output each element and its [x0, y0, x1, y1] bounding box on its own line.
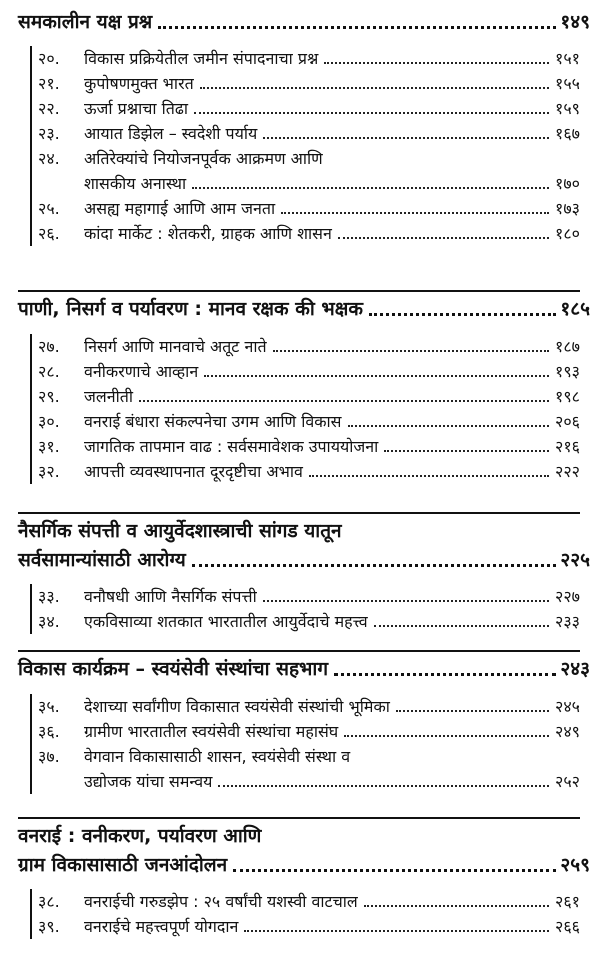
section-page-number: २४३ — [560, 658, 590, 680]
entry-page-number: १५९ — [555, 99, 580, 118]
leader-dots — [218, 785, 549, 787]
entry-title: देशाच्या सर्वांगीण विकासात स्वयंसेवी संस्थांची भूमिका — [84, 697, 390, 716]
entry-title: ग्रामीण भारतातील स्वयंसेवी संस्थांचा महासंघ — [84, 722, 339, 741]
toc-entry — [38, 409, 580, 434]
leader-dots — [334, 673, 556, 676]
entry-title-continued: शासकीय अनास्था — [84, 174, 187, 193]
entry-number: ३५. — [38, 697, 60, 716]
toc-entry — [38, 744, 580, 794]
entry-number: ३७. — [38, 747, 60, 766]
leader-dots — [139, 400, 549, 402]
toc-entry — [38, 71, 580, 96]
toc-section — [18, 822, 590, 939]
entry-page-number: १८० — [555, 224, 580, 243]
leader-dots — [374, 625, 549, 627]
entry-page-number: २२७ — [555, 587, 580, 606]
entry-list — [30, 334, 580, 484]
toc-section — [18, 655, 590, 794]
entry-title: आयात डिझेल – स्वदेशी पर्याय — [84, 124, 258, 143]
toc-section — [18, 295, 590, 484]
toc-entry — [38, 146, 580, 196]
leader-dots — [324, 62, 549, 64]
section-title: समकालीन यक्ष प्रश्न — [18, 11, 153, 33]
toc-entry — [38, 914, 580, 939]
section-page-number: १८५ — [560, 298, 590, 320]
leader-dots — [338, 237, 549, 239]
entry-title: वेगवान विकासासाठी शासन, स्वयंसेवी संस्था व — [84, 747, 351, 766]
leader-dots — [158, 26, 556, 29]
entry-title: वनराई बंधारा संकल्पनेचा उगम आणि विकास — [84, 412, 342, 431]
toc-entry — [38, 121, 580, 146]
entry-page-number: १८७ — [555, 337, 580, 356]
section-heading — [18, 8, 590, 37]
leader-dots — [194, 112, 549, 114]
entry-number: ३८. — [38, 892, 60, 911]
entry-title: आपत्ती व्यवस्थापनात दूरदृष्टीचा अभाव — [84, 462, 303, 481]
entry-number: ३१. — [38, 437, 60, 456]
section-title: वनराई : वनीकरण, पर्यावरण आणि — [18, 825, 262, 847]
entry-page-number: २४९ — [555, 722, 580, 741]
entry-number: ३९. — [38, 917, 60, 936]
entry-page-number: २५२ — [555, 772, 580, 791]
entry-title: कुपोषणमुक्त भारत — [84, 74, 194, 93]
entry-page-number: १७० — [555, 174, 580, 193]
entry-page-number: २१६ — [555, 437, 580, 456]
section-page-number: २२५ — [560, 549, 590, 571]
toc-entry — [38, 221, 580, 246]
toc-entry — [38, 459, 580, 484]
entry-list — [30, 889, 580, 939]
leader-dots — [384, 450, 549, 452]
entry-page-number: १९८ — [555, 387, 580, 406]
leader-dots — [344, 735, 549, 737]
entry-title: निसर्ग आणि मानवाचे अतूट नाते — [84, 337, 267, 356]
entry-title: एकविसाव्या शतकात भारतातील आयुर्वेदाचे महत्त्व — [84, 612, 368, 631]
entry-number: २१. — [38, 74, 60, 93]
leader-dots — [273, 350, 549, 352]
entry-number: २२. — [38, 99, 60, 118]
entry-number: ३४. — [38, 612, 60, 631]
entry-page-number: २४५ — [555, 697, 580, 716]
leader-dots — [364, 905, 549, 907]
entry-title: जागतिक तापमान वाढ : सर्वसमावेशक उपाययोजना — [84, 437, 379, 456]
entry-page-number: २६१ — [555, 892, 580, 911]
toc-entry — [38, 334, 580, 359]
leader-dots — [200, 87, 549, 89]
toc-entry — [38, 384, 580, 409]
leader-dots — [204, 375, 549, 377]
entry-page-number: १७३ — [555, 199, 580, 218]
entry-list — [30, 694, 580, 794]
section-heading — [18, 822, 590, 880]
toc-entry — [38, 96, 580, 121]
entry-page-number: १५१ — [555, 49, 580, 68]
entry-title: वनराईची गरुडझेप : २५ वर्षांची यशस्वी वाटचाल — [84, 892, 358, 911]
entry-number: ३६. — [38, 722, 60, 741]
entry-title: वनीकरणाचे आव्हान — [84, 362, 199, 381]
section-page-number: २५९ — [560, 854, 590, 876]
toc-entry — [38, 889, 580, 914]
toc-entry — [38, 434, 580, 459]
entry-page-number: १९३ — [555, 362, 580, 381]
entry-number: २६. — [38, 224, 60, 243]
leader-dots — [396, 710, 549, 712]
entry-title: जलनीती — [84, 387, 134, 406]
section-divider — [18, 512, 580, 514]
toc-section — [18, 517, 590, 634]
entry-title: वनराईचे महत्त्वपूर्ण योगदान — [84, 917, 239, 936]
entry-title-continued: उद्योजक यांचा समन्वय — [84, 772, 213, 791]
toc-entry — [38, 359, 580, 384]
section-title: नैसर्गिक संपत्ती व आयुर्वेदशास्त्राची सांगड यातून — [18, 520, 342, 542]
entry-title: ऊर्जा प्रश्नाचा तिढा — [84, 99, 189, 118]
entry-page-number: २३३ — [555, 612, 580, 631]
entry-list — [30, 46, 580, 246]
entry-number: २०. — [38, 49, 60, 68]
leader-dots — [348, 425, 550, 427]
entry-title: वनौषधी आणि नैसर्गिक संपत्ती — [84, 587, 257, 606]
entry-number: २४. — [38, 149, 60, 168]
entry-title: कांदा मार्केट : शेतकरी, ग्राहक आणि शासन — [84, 224, 332, 243]
section-page-number: १४९ — [560, 11, 590, 33]
section-heading — [18, 655, 590, 684]
toc-entry — [38, 584, 580, 609]
leader-dots — [244, 930, 549, 932]
toc-entry — [38, 719, 580, 744]
leader-dots — [192, 564, 557, 567]
entry-page-number: २०६ — [555, 412, 580, 431]
leader-dots — [263, 600, 549, 602]
toc-entry — [38, 196, 580, 221]
leader-dots — [233, 869, 556, 872]
entry-list — [30, 584, 580, 634]
section-title: पाणी, निसर्ग व पर्यावरण : मानव रक्षक की भक्षक — [18, 298, 363, 320]
section-divider — [18, 650, 580, 652]
entry-number: ३२. — [38, 462, 60, 481]
section-divider — [18, 290, 580, 292]
toc-entry — [38, 609, 580, 634]
entry-number: ३०. — [38, 412, 60, 431]
entry-number: ३३. — [38, 587, 60, 606]
section-heading — [18, 295, 590, 324]
section-heading — [18, 517, 590, 575]
section-title-continued: सर्वसामान्यांसाठी आरोग्य — [18, 549, 186, 571]
entry-title: असह्य महागाई आणि आम जनता — [84, 199, 276, 218]
entry-number: २५. — [38, 199, 60, 218]
leader-dots — [263, 137, 549, 139]
section-title-continued: ग्राम विकासासाठी जनआंदोलन — [18, 854, 228, 876]
toc-entry — [38, 46, 580, 71]
entry-number: २९. — [38, 387, 60, 406]
entry-number: २३. — [38, 124, 60, 143]
entry-page-number: २६६ — [555, 917, 580, 936]
entry-page-number: १६७ — [555, 124, 580, 143]
toc-entry — [38, 694, 580, 719]
entry-number: २७. — [38, 337, 60, 356]
toc-section — [18, 8, 590, 246]
leader-dots — [369, 313, 556, 316]
entry-title: विकास प्रक्रियेतील जमीन संपादनाचा प्रश्न — [84, 49, 319, 68]
entry-number: २८. — [38, 362, 60, 381]
leader-dots — [309, 475, 549, 477]
leader-dots — [192, 187, 549, 189]
entry-title: अतिरेक्यांचे नियोजनपूर्वक आक्रमण आणि — [84, 149, 323, 168]
leader-dots — [281, 212, 549, 214]
section-title: विकास कार्यक्रम – स्वयंसेवी संस्थांचा सहभाग — [18, 658, 329, 680]
entry-page-number: २२२ — [555, 462, 580, 481]
section-divider — [18, 817, 580, 819]
entry-page-number: १५५ — [555, 74, 580, 93]
